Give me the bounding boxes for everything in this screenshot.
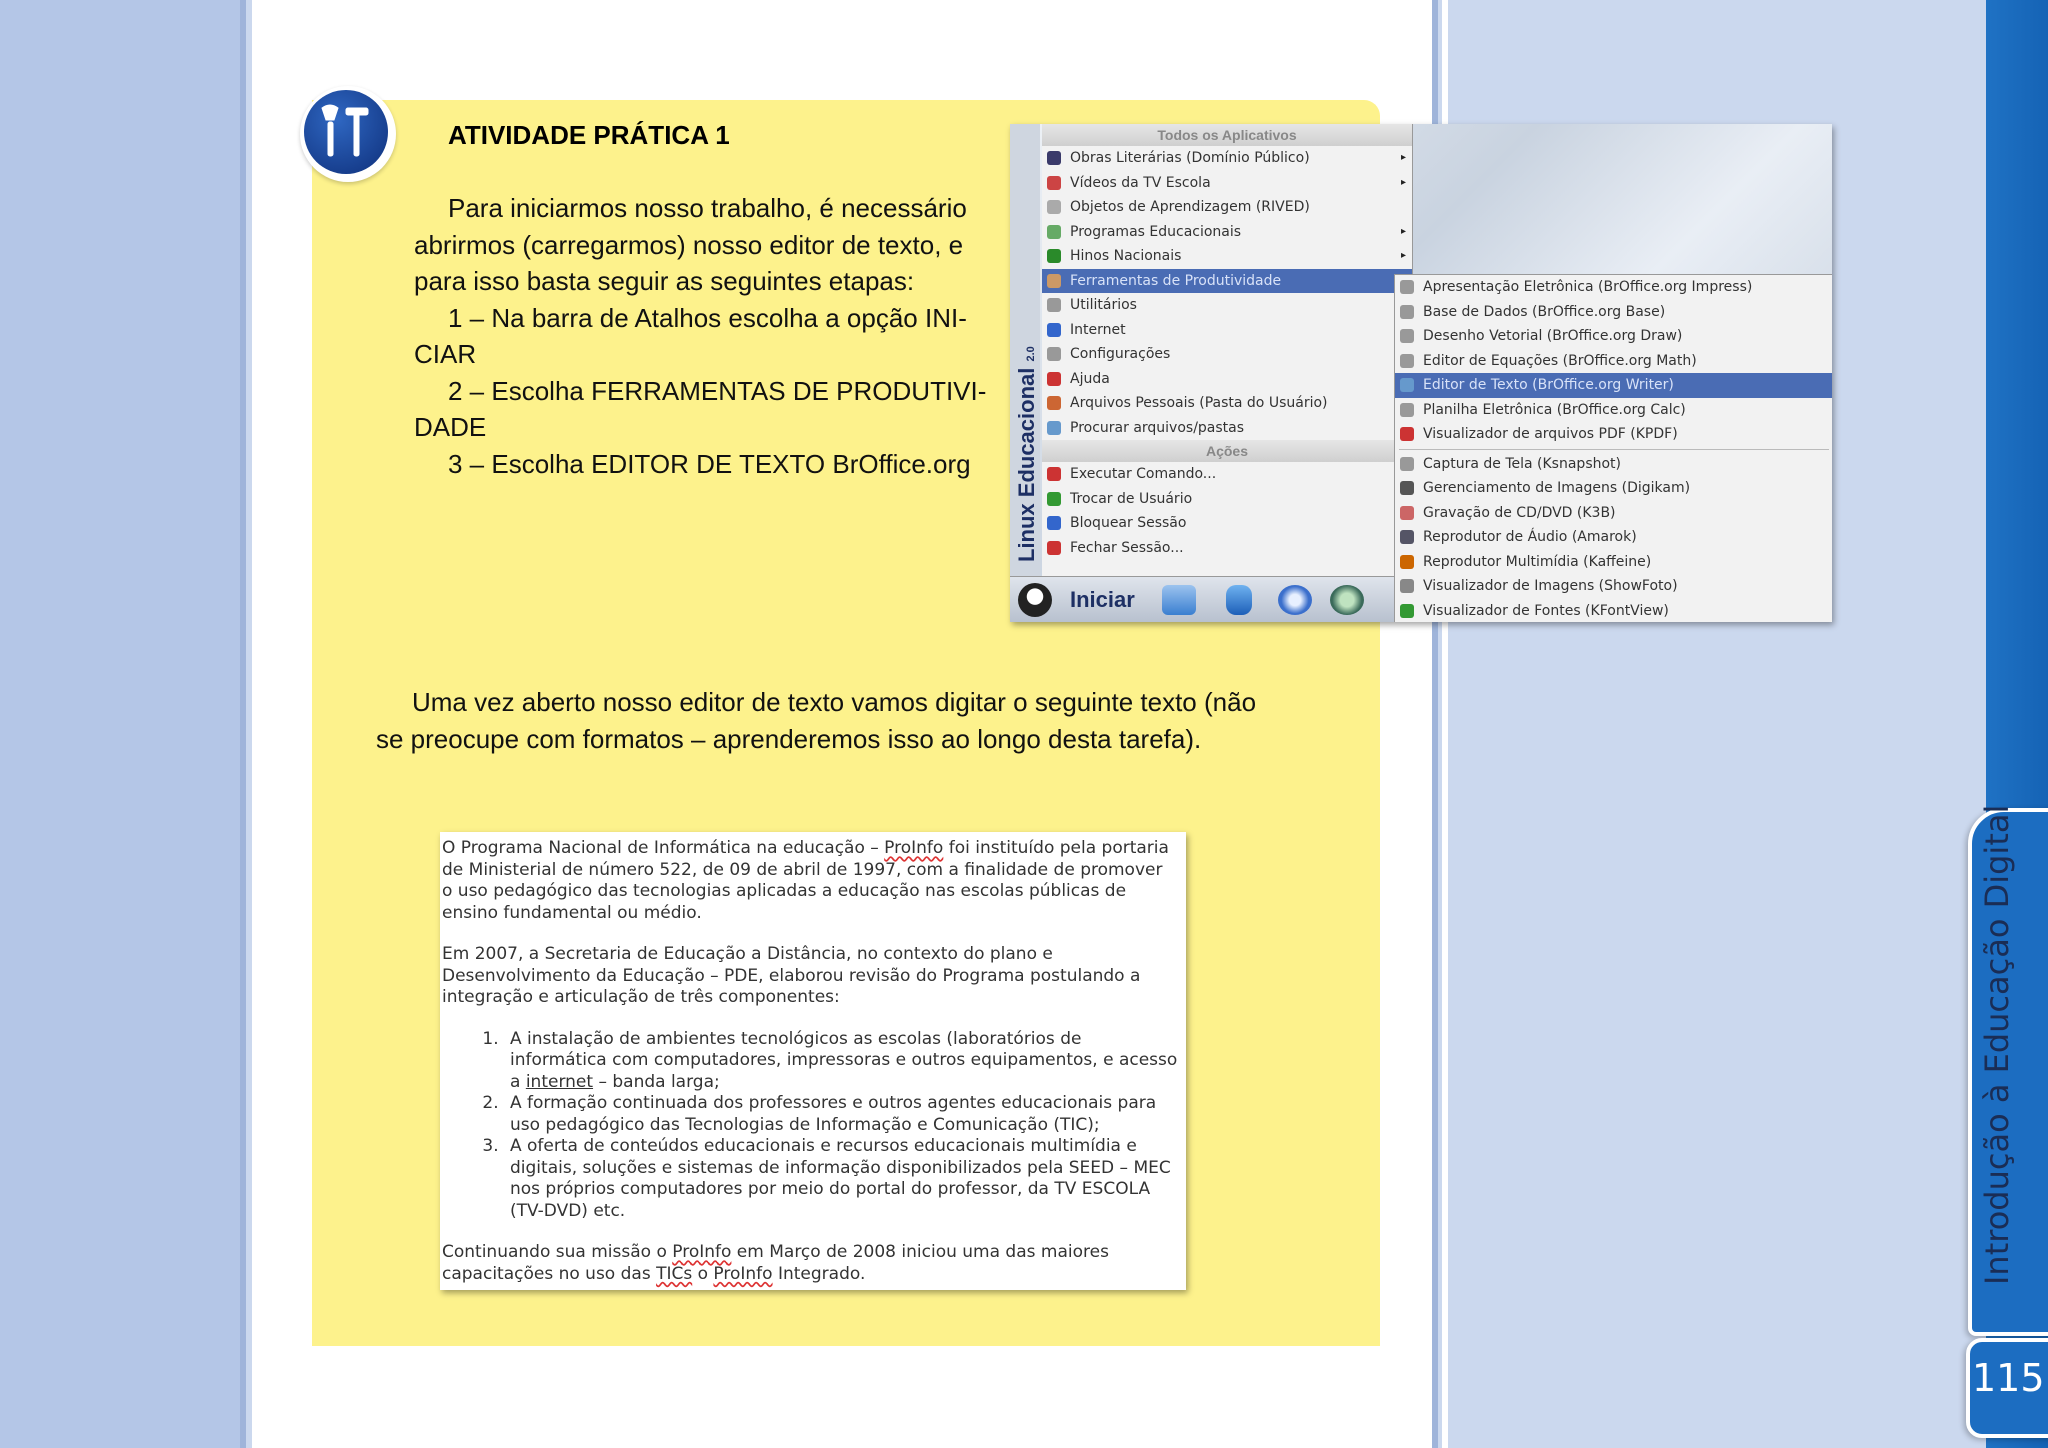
menu-item[interactable] (1395, 574, 1832, 599)
menu-item-label: Utilitários (1070, 297, 1137, 313)
menu-item[interactable] (1395, 422, 1832, 447)
menu-item-label: Base de Dados (BrOffice.org Base) (1423, 303, 1666, 320)
menu-item-label: Arquivos Pessoais (Pasta do Usuário) (1070, 395, 1328, 411)
menu-item-label: Reprodutor Multimídia (Kaffeine) (1423, 553, 1652, 570)
menu-item-label: Objetos de Aprendizagem (RIVED) (1070, 199, 1310, 215)
menu-item-icon (1400, 530, 1414, 544)
menu-item[interactable] (1042, 511, 1412, 536)
doc-numbered-list (442, 1029, 1178, 1223)
menu-item-icon (1047, 151, 1061, 165)
menu-item[interactable] (1395, 300, 1832, 325)
menu-item-icon (1047, 298, 1061, 312)
menu-item-label: Internet (1070, 321, 1126, 338)
menu-item[interactable] (1042, 367, 1412, 392)
doc-underlined-word: internet (525, 1071, 594, 1092)
menu-item[interactable] (1042, 269, 1412, 294)
browser-icon[interactable] (1278, 585, 1312, 615)
doc-text: em Março de 2008 iniciou uma das maiores capacitações no uso das (442, 1242, 1109, 1284)
para2-line: Uma vez aberto nosso editor de texto vamos digitar o seguinte texto (não (412, 687, 1257, 717)
menu-item[interactable] (1395, 501, 1832, 526)
menu-item-icon (1047, 492, 1061, 506)
para2-line: se preocupe com formatos – aprenderemos isso ao longo desta tarefa). (376, 723, 1202, 754)
page-edge-rule-left (240, 0, 246, 1448)
doc-paragraph-3 (442, 1242, 1178, 1285)
menu-item-icon (1047, 421, 1061, 435)
menu-item-icon (1400, 305, 1414, 319)
menu-item-icon (1047, 176, 1061, 190)
start-button-label: Iniciar (1070, 587, 1135, 612)
submenu-arrow-icon: ▸ (1400, 176, 1406, 188)
menu-item-label: Executar Comando... (1070, 466, 1217, 482)
menu-item-label: Programas Educacionais (1070, 223, 1242, 240)
intro-line: Para iniciarmos nosso trabalho, é necessário (448, 193, 967, 223)
menu-item-label: Gravação de CD/DVD (K3B) (1423, 504, 1616, 521)
menu-item-icon (1047, 396, 1061, 410)
menu-item[interactable] (1395, 476, 1832, 501)
doc-paragraph-2: Em 2007, a Secretaria de Educação a Distância, no contexto do plano e Desenvolvimento da Educação – PDE, elaborou revisão do Programa postulando a integração e articulação de três componentes: (442, 944, 1141, 1007)
menu-item-icon (1400, 481, 1414, 495)
menu-item-icon (1047, 274, 1061, 288)
menu-item-label: Captura de Tela (Ksnapshot) (1423, 455, 1622, 472)
menu-item-icon (1047, 467, 1061, 481)
menu-item[interactable] (1395, 398, 1832, 423)
submenu-arrow-icon: ▸ (1400, 225, 1406, 237)
menu-item[interactable] (1395, 324, 1832, 349)
submenu-arrow-icon: ▸ (1400, 152, 1406, 163)
doc-text: Integrado. (772, 1263, 866, 1284)
menu-item-label: Fechar Sessão... (1070, 539, 1184, 556)
doc-paragraph-1 (442, 838, 1178, 924)
start-menu (1042, 124, 1413, 584)
step-1-line: 1 – Na barra de Atalhos escolha a opção INI- (448, 302, 967, 333)
menu-side-banner-version: 2.0 (1025, 346, 1037, 362)
doc-misspelled-word: TICs (656, 1263, 693, 1284)
menu-item[interactable] (1042, 146, 1412, 171)
doc-misspelled-word: ProInfo (713, 1263, 773, 1284)
menu-item-label: Editor de Equações (BrOffice.org Math) (1423, 352, 1697, 369)
menu-item-label: Hinos Nacionais (1070, 248, 1182, 264)
book-title: Introdução à Educação Digital (1978, 804, 2016, 1285)
doc-text: o (692, 1263, 714, 1284)
menu-item[interactable] (1042, 244, 1412, 269)
menu-item[interactable] (1395, 452, 1832, 477)
intro-line: abrirmos (carregarmos) nosso editor de texto, e (414, 229, 964, 260)
menu-item[interactable] (1042, 342, 1412, 367)
menu-item[interactable] (1395, 525, 1832, 550)
menu-item-icon (1047, 225, 1061, 239)
submenu-arrow-icon: ▸ (1400, 250, 1406, 261)
menu-item-label: Trocar de Usuário (1070, 490, 1193, 507)
doc-list-item: 3. A oferta de conteúdos educacionais e recursos educacionais multimídia e digitais, soluções e sistemas de informação disponibilizados pela SEED – MEC nos próprios computadores por meio do portal do professor, da TV ESCOLA (TV-DVD) etc. (504, 1136, 1178, 1222)
doc-text: O Programa Nacional de Informática na educação – (442, 838, 885, 858)
menu-item-label: Gerenciamento de Imagens (Digikam) (1423, 480, 1691, 496)
menu-item-label: Configurações (1070, 346, 1171, 362)
menu-item-label: Obras Literárias (Domínio Público) (1070, 150, 1310, 166)
menu-item[interactable] (1042, 536, 1412, 561)
menu-item-label: Editor de Texto (BrOffice.org Writer) (1423, 377, 1674, 393)
menu-item[interactable] (1395, 373, 1832, 398)
second-paragraph (376, 684, 1306, 757)
menu-item-label: Vídeos da TV Escola (1070, 174, 1211, 191)
menu-side-banner (1010, 124, 1040, 584)
step-1-line-cont: CIAR (414, 339, 477, 369)
menu-item[interactable] (1395, 349, 1832, 374)
tux-icon (1018, 583, 1052, 617)
menu-item-label: Procurar arquivos/pastas (1070, 419, 1245, 436)
menu-item-icon (1400, 427, 1414, 441)
menu-item-label: Visualizador de Fontes (KFontView) (1423, 602, 1669, 619)
menu-item[interactable] (1042, 391, 1412, 416)
step-3-line: 3 – Escolha EDITOR DE TEXTO BrOffice.org (448, 448, 971, 479)
doc-list-item: 2. A formação continuada dos professores e outros agentes educacionais para uso pedagógico das Tecnologias de Informação e Comunicação (TIC); (504, 1093, 1178, 1136)
menu-item-icon (1400, 506, 1414, 520)
menu-item-icon (1400, 579, 1414, 593)
folder-icon[interactable] (1162, 585, 1196, 615)
menu-item-label: Reprodutor de Áudio (Amarok) (1423, 529, 1637, 545)
menu-separator (1399, 449, 1829, 450)
menu-item[interactable] (1042, 171, 1412, 196)
menu-item-label: Visualizador de arquivos PDF (KPDF) (1423, 426, 1678, 442)
doc-text: A instalação de ambientes tecnológicos as escolas (laboratórios de informática com computadores, impressoras e outros equipamentos, e acesso a (510, 1028, 1178, 1092)
menu-item-icon (1400, 378, 1414, 392)
activity-heading: ATIVIDADE PRÁTICA 1 (448, 120, 730, 150)
menu-section-header: Ações (1042, 440, 1412, 462)
menu-item[interactable] (1042, 318, 1412, 343)
menu-item[interactable] (1042, 195, 1412, 220)
menu-item[interactable] (1042, 293, 1412, 318)
menu-item[interactable] (1395, 275, 1832, 300)
writer-document (442, 838, 1178, 1290)
menu-item[interactable] (1042, 487, 1412, 512)
writer-text-screenshot (440, 832, 1186, 1290)
menu-item-icon (1047, 200, 1061, 214)
menu-item-icon (1400, 604, 1414, 618)
menu-section-header: Todos os Aplicativos (1042, 124, 1412, 146)
doc-text: – banda larga; (593, 1071, 720, 1092)
activity-instructions (414, 190, 992, 482)
intro-line: para isso basta seguir as seguintes etapas: (414, 266, 915, 296)
menu-item-label: Desenho Vetorial (BrOffice.org Draw) (1423, 328, 1683, 344)
menu-item-icon (1047, 372, 1061, 386)
menu-side-banner-text (1014, 346, 1040, 562)
menu-item[interactable] (1042, 220, 1412, 245)
step-2-line: 2 – Escolha FERRAMENTAS DE PRODUTIVI- (448, 375, 987, 406)
start-button[interactable] (1018, 581, 1140, 619)
doc-text: Continuando sua missão o (442, 1242, 673, 1262)
menu-item[interactable] (1042, 462, 1412, 487)
start-menu-screenshot (1010, 124, 1832, 622)
menu-item-icon (1047, 541, 1061, 555)
doc-list-item (504, 1029, 1178, 1094)
productivity-submenu (1394, 274, 1832, 622)
doc-misspelled-word: ProInfo (884, 838, 944, 858)
menu-item-icon (1047, 323, 1061, 337)
menu-item-icon (1400, 555, 1414, 569)
page-number: 115 (1972, 1356, 2045, 1400)
doc-misspelled-word: ProInfo (672, 1242, 732, 1262)
menu-item-icon (1047, 516, 1061, 530)
menu-item-label: Planilha Eletrônica (BrOffice.org Calc) (1423, 401, 1686, 418)
menu-item-icon (1400, 403, 1414, 417)
menu-item[interactable] (1042, 416, 1412, 441)
left-margin-background (0, 0, 244, 1448)
menu-item-icon (1400, 280, 1414, 294)
menu-item-label: Ferramentas de Produtividade (1070, 272, 1282, 289)
menu-item-label: Apresentação Eletrônica (BrOffice.org Impress) (1423, 279, 1753, 295)
step-2-line-cont: DADE (414, 412, 487, 442)
tools-icon (304, 90, 388, 174)
menu-item-icon (1047, 249, 1061, 263)
menu-item[interactable] (1395, 550, 1832, 575)
taskbar (1010, 576, 1394, 622)
menu-item-icon (1400, 457, 1414, 471)
menu-item-icon (1047, 347, 1061, 361)
trash-icon[interactable] (1226, 585, 1252, 615)
menu-item-label: Bloquear Sessão (1070, 515, 1187, 531)
menu-item[interactable] (1395, 599, 1832, 623)
menu-item-label: Visualizador de Imagens (ShowFoto) (1423, 578, 1678, 594)
network-icon[interactable] (1330, 585, 1364, 615)
menu-item-icon (1400, 329, 1414, 343)
menu-item-icon (1400, 354, 1414, 368)
menu-item-label: Ajuda (1070, 370, 1110, 387)
doc-text: foi instituído pela portaria de Ministerial de número 522, de 09 de abril de 1997, com a finalidade de promover o uso pedagógico das tecnologias aplicadas a educação nas escolas públicas de ensino fundamental ou médio. (442, 838, 1169, 923)
menu-side-banner-label: Linux Educacional (1014, 367, 1039, 562)
